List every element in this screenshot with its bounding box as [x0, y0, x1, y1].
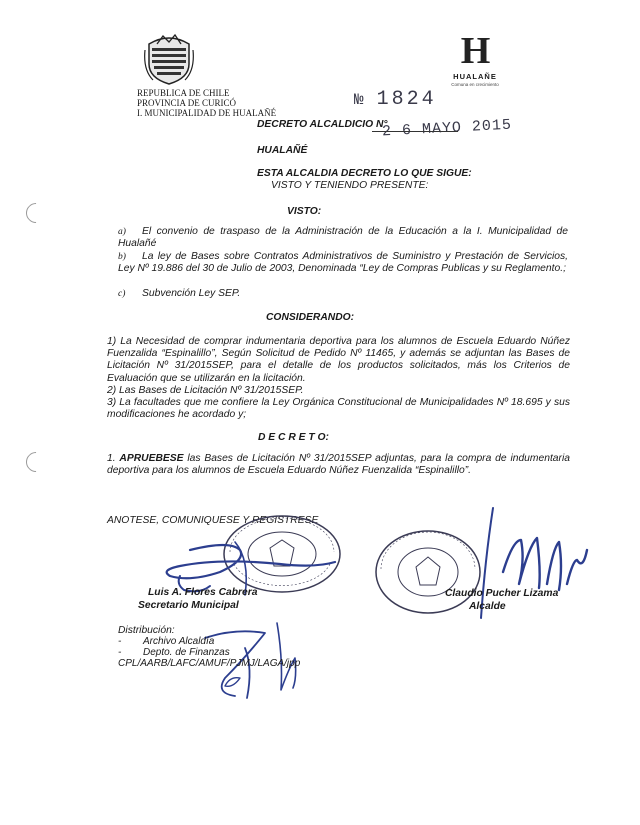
header-republica: REPUBLICA DE CHILE	[137, 88, 230, 98]
visto-text-c: Subvención Ley SEP.	[142, 288, 241, 299]
decreto-item-bold: APRUEBESE	[119, 453, 184, 464]
secretary-title: Secretario Municipal	[138, 600, 239, 611]
secretary-name: Luis A. Flores Cabrera	[148, 587, 258, 598]
visto-text-b: La ley de Bases sobre Contratos Administrativos de Suministro y Prestación de Servicios, Ley Nº 19.886 del 30 de Julio de 2003, Denominada “Ley de Compras Publicas y su Reglamento.;	[118, 251, 568, 275]
decree-number-stamp	[354, 88, 437, 111]
punch-hole-top	[22, 199, 50, 227]
considerando-item-2: 2) Las Bases de Licitación Nº 31/2015SEP.	[107, 384, 304, 396]
visto-marker-b: b)	[118, 252, 126, 262]
considerando-list	[107, 336, 570, 421]
distribution-heading: Distribución:	[118, 625, 175, 636]
decreto-heading: D E C R E T O:	[258, 432, 329, 443]
visto-item-b	[118, 251, 568, 275]
visto-item-a	[118, 226, 568, 250]
distribution-item-1-label: Archivo Alcaldía	[143, 636, 215, 647]
visto-text-a: El convenio de traspaso de la Administración de la Educación a la I. Municipalidad de Hualañé	[118, 226, 568, 250]
mayor-title: Alcalde	[469, 601, 506, 612]
coat-of-arms-icon	[143, 30, 195, 86]
considerando-item-1: 1) La Necesidad de comprar indumentaria deportiva para los alumnos de Escuela Eduardo Núñez Fuenzalida “Espinalillo”, Según Solicitud de Pedido Nº 11465, y además se adjuntan las Bases de Licitación Nº 31/2015SEP, para el detalle de los productos solicitados, más los Criterios de Evaluación que se utilizarán en la licitación.	[107, 336, 570, 384]
decree-number-line	[372, 131, 458, 132]
decreto-item-text: las Bases de Licitación Nº 31/2015SEP adjuntas, para la compra de indumentaria deportiva para los alumnos de Escuela Eduardo Núñez Fuenzalida “Espinalillo”.	[107, 453, 570, 477]
distribution-initials: CPL/AARB/LAFC/AMUF/PJMJ/LAGA/jpp	[118, 658, 301, 669]
logo-letter: H	[460, 30, 490, 72]
decreto-item-1	[107, 453, 570, 477]
visto-marker-a: a)	[118, 227, 126, 237]
decree-place: HUALAÑÉ	[257, 145, 308, 156]
decree-intro: ESTA ALCALDIA DECRETO LO QUE SIGUE:	[257, 168, 472, 179]
visto-heading: VISTO:	[287, 206, 322, 217]
distribution-item-2-label: Depto. de Finanzas	[143, 647, 230, 658]
decreto-item-number: 1.	[107, 453, 116, 464]
closing-formula: ANOTESE, COMUNIQUESE Y REGISTRESE	[107, 515, 319, 526]
punch-hole-bottom	[22, 448, 50, 476]
logo-tagline: Comuna en crecimiento	[451, 82, 499, 87]
decree-number: 1824	[376, 88, 437, 111]
distribution-item-1: - Archivo Alcaldía	[118, 636, 215, 647]
visto-marker-c: c)	[118, 289, 126, 299]
decree-title: DECRETO ALCALDICIO N°	[257, 119, 388, 130]
mayor-name: Claudio Pucher Lizama	[445, 588, 559, 599]
logo-name: HUALAÑE	[453, 72, 497, 81]
hualane-logo	[440, 32, 510, 87]
number-prefix: №	[354, 91, 367, 109]
considerando-item-3: 3) La facultades que me confiere la Ley Orgánica Constitucional de Municipalidades Nº 18.695 y sus modificaciones he acordado y;	[107, 397, 570, 421]
distribution-item-2: - Depto. de Finanzas	[118, 647, 230, 658]
header-municipalidad: I. MUNICIPALIDAD DE HUALAÑÉ	[137, 108, 277, 118]
header-provincia: PROVINCIA DE CURICÓ	[137, 98, 237, 108]
considerando-heading: CONSIDERANDO:	[266, 312, 355, 323]
visto-y-teniendo: VISTO Y TENIENDO PRESENTE:	[271, 180, 429, 191]
visto-item-c	[118, 288, 568, 300]
decree-date-stamp: 2 6 MAYO 2015	[381, 116, 513, 141]
